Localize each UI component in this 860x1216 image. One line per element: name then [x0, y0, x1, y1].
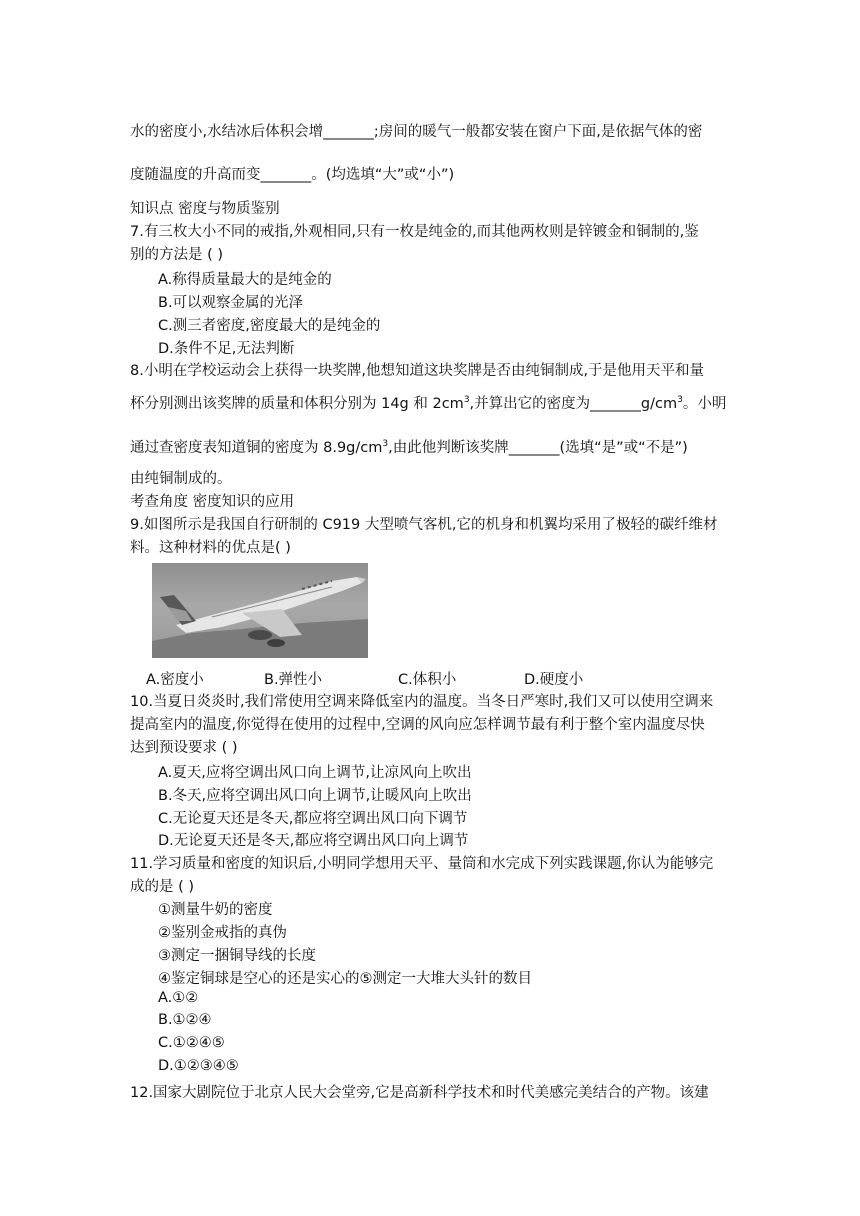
question-7-cont: 别的方法是 ( ) — [130, 247, 224, 263]
question-8-cont: 由纯铜制成的。 — [130, 471, 232, 487]
question-12: 12.国家大剧院位于北京人民大会堂旁,它是高新科学技术和时代美感完美结合的产物。该建 — [130, 1085, 709, 1101]
question-9: 9.如图所示是我国自行研制的 C919 大型喷气客机,它的机身和机翼均采用了极轻的碳纤维材 — [130, 517, 718, 533]
q9-options — [146, 668, 746, 688]
question-11: 11.学习质量和密度的知识后,小明同学想用天平、量筒和水完成下列实践课题,你认为能够完 — [130, 856, 714, 872]
q11-item-1: ①测量牛奶的密度 — [158, 902, 273, 918]
q10-option-d: D.无论夏天还是冬天,都应将空调出风口向上调节 — [158, 833, 469, 849]
q11-option-d: D.①②③④⑤ — [158, 1058, 239, 1074]
text-line: 水的密度小,水结冰后体积会增_______;房间的暖气一般都安装在窗户下面,是依据气体的密 — [130, 124, 703, 140]
question-10-cont: 提高室内的温度,你觉得在使用的过程中,空调的风向应怎样调节最有利于整个室内温度尽快 — [130, 717, 705, 733]
question-8: 8.小明在学校运动会上获得一块奖牌,他想知道这块奖牌是否由纯铜制成,于是他用天平和量 — [130, 363, 705, 379]
question-10: 10.当夏日炎炎时,我们常使用空调来降低室内的温度。当冬日严寒时,我们又可以使用空调来 — [130, 694, 714, 710]
q7-option-c: C.测三者密度,密度最大的是纯金的 — [158, 318, 381, 334]
question-8-cont: 杯分别测出该奖牌的质量和体积分别为 14g 和 $2cm^3$,并算出它的密度为$\_\_\_\_\_\_\_g/cm^3$。小明 — [130, 395, 727, 412]
q7-option-a: A.称得质量最大的是纯金的 — [158, 272, 332, 288]
c919-airplane-photo — [152, 563, 368, 658]
q9-option-a: A.密度小 — [146, 672, 204, 688]
q9-option-d: D.硬度小 — [524, 672, 584, 688]
q10-option-a: A.夏天,应将空调出风口向上调节,让凉风向上吹出 — [158, 765, 472, 781]
text-line: 度随温度的升高而变_______。(均选填“大”或“小”) — [130, 167, 455, 183]
q11-option-c: C.①②④⑤ — [158, 1035, 225, 1051]
q11-item-3: ③测定一捆铜导线的长度 — [158, 948, 316, 964]
question-10-cont: 达到预设要求 ( ) — [130, 740, 238, 756]
q11-option-a: A.①② — [158, 990, 199, 1006]
question-8-cont: 通过查密度表知道铜的密度为 $8.9g/cm^3$,由此他判断该奖牌_______(选填“是”或“不是”) — [130, 439, 688, 456]
q11-item-4: ④鉴定铜球是空心的还是实心的⑤测定一大堆大头针的数目 — [158, 971, 532, 987]
q10-option-b: B.冬天,应将空调出风口向上调节,让暖风向上吹出 — [158, 788, 472, 804]
q9-option-b: B.弹性小 — [264, 672, 323, 688]
q7-option-b: B.可以观察金属的光泽 — [158, 295, 304, 311]
question-11-cont: 成的是 ( ) — [130, 879, 195, 895]
question-7: 7.有三枚大小不同的戒指,外观相同,只有一枚是纯金的,而其他两枚则是锌镀金和铜制的,鉴 — [130, 224, 699, 240]
q11-option-b: B.①②④ — [158, 1012, 212, 1028]
q10-option-c: C.无论夏天还是冬天,都应将空调出风口向下调节 — [158, 811, 468, 827]
q9-option-c: C.体积小 — [398, 672, 457, 688]
q7-option-d: D.条件不足,无法判断 — [158, 341, 295, 357]
knowledge-point-heading: 知识点 密度与物质鉴别 — [130, 201, 280, 217]
q11-item-2: ②鉴别金戒指的真伪 — [158, 925, 287, 941]
question-9-cont: 料。这种材料的优点是( ) — [130, 540, 291, 556]
exam-angle-heading: 考查角度 密度知识的应用 — [130, 494, 295, 510]
